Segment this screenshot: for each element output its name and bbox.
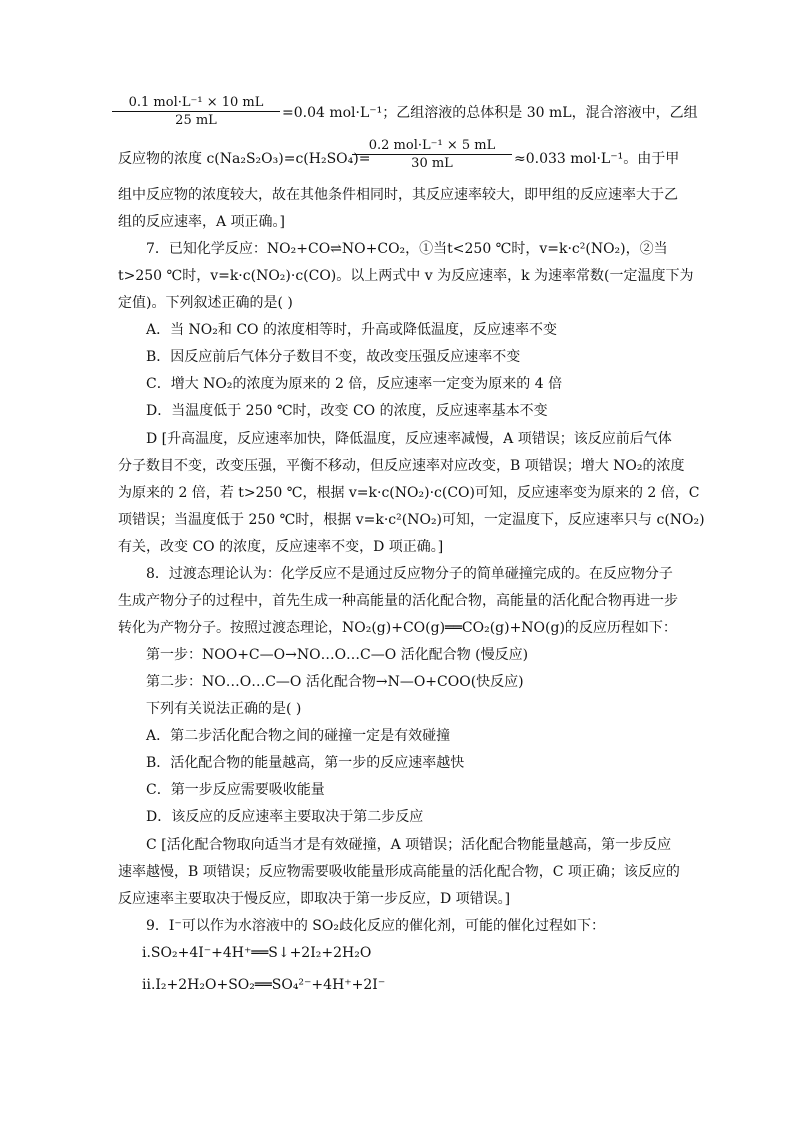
option-d: D．该反应的反应速率主要取决于第二步反应 [146, 809, 424, 825]
text-line: 组的反应速率，A 项正确。] [118, 214, 286, 230]
text-line: t>250 ℃时，v=k·c(NO₂)·c(CO)。以上两式中 v 为反应速率，k 为速率常数(一定温度下为 [118, 268, 694, 284]
fraction-yi-concentration [352, 138, 512, 171]
reaction-step-2: 第二步：NO…O…C—O 活化配合物→N—O+COO(快反应) [146, 674, 524, 690]
option-d: D．当温度低于 250 ℃时，改变 CO 的浓度，反应速率基本不变 [146, 403, 548, 419]
reaction-step-1: 第一步：NOO+C—O→NO…O…C—O 活化配合物 (慢反应) [146, 647, 529, 663]
option-c: C．第一步反应需要吸收能量 [146, 782, 325, 798]
fraction-denominator: 30 mL [411, 156, 453, 171]
option-b: B．因反应前后气体分子数目不变，故改变压强反应速率不变 [146, 349, 521, 365]
text-line: 生成产物分子的过程中，首先生成一种高能量的活化配合物，高能量的活化配合物再进一步 [118, 593, 678, 609]
fraction-jia-concentration [112, 95, 280, 128]
reaction-ii: ⅱ.I₂+2H₂O+SO₂══SO₄²⁻+4H⁺+2I⁻ [142, 977, 386, 993]
question-8-stem: 8．过渡态理论认为：化学反应不是通过反应物分子的简单碰撞完成的。在反应物分子 [146, 566, 673, 582]
text-line: 反应速率主要取决于慢反应，即取决于第一步反应，D 项错误。] [118, 891, 511, 907]
text-line: =0.04 mol·L⁻¹；乙组溶液的总体积是 30 mL，混合溶液中，乙组 [282, 105, 698, 121]
question-9-stem: 9．I⁻可以作为水溶液中的 SO₂歧化反应的催化剂，可能的催化过程如下： [146, 918, 605, 934]
fraction-numerator: 0.2 mol·L⁻¹ × 5 mL [352, 138, 512, 155]
text-line: 为原来的 2 倍，若 t>250 ℃，根据 v=k·c(NO₂)·c(CO)可知，反应速率变为原来的 2 倍，C [118, 485, 700, 501]
text-line: 速率越慢，B 项错误；反应物需要吸收能量形成高能量的活化配合物，C 项正确；该反应的 [118, 864, 680, 880]
option-c: C．增大 NO₂的浓度为原来的 2 倍，反应速率一定变为原来的 4 倍 [146, 376, 563, 392]
text-line: 反应物的浓度 c(Na₂S₂O₃)=c(H₂SO₄)= [118, 151, 371, 167]
answer-explanation: D [升高温度，反应速率加快，降低温度，反应速率减慢，A 项错误；该反应前后气体 [146, 431, 672, 447]
text-line: 下列有关说法正确的是( ) [146, 701, 302, 717]
text-line: 有关，改变 CO 的浓度，反应速率不变，D 项正确。] [118, 539, 444, 555]
reaction-i: ⅰ.SO₂+4I⁻+4H⁺══S↓+2I₂+2H₂O [142, 945, 372, 961]
text-line: 定值)。下列叙述正确的是( ) [118, 295, 293, 311]
text-line: 组中反应物的浓度较大，故在其他条件相同时，其反应速率较大，即甲组的反应速率大于乙 [118, 187, 678, 203]
text-line: ≈0.033 mol·L⁻¹。由于甲 [514, 151, 680, 167]
text-line: 转化为产物分子。按照过渡态理论，NO₂(g)+CO(g)══CO₂(g)+NO(g)的反应历程如下： [118, 620, 677, 636]
option-a: A．当 NO₂和 CO 的浓度相等时，升高或降低温度，反应速率不变 [146, 322, 557, 338]
answer-explanation: C [活化配合物取向适当才是有效碰撞，A 项错误；活化配合物能量越高，第一步反应 [146, 837, 672, 853]
option-a: A．第二步活化配合物之间的碰撞一定是有效碰撞 [146, 728, 451, 744]
text-line: 项错误；当温度低于 250 ℃时，根据 v=k·c²(NO₂)可知，一定温度下，反应速率只与 c(NO₂) [118, 512, 705, 528]
fraction-numerator: 0.1 mol·L⁻¹ × 10 mL [112, 95, 280, 112]
question-7-stem: 7．已知化学反应：NO₂+CO⇌NO+CO₂，①当t<250 ℃时，v=k·c²(NO₂)，②当 [146, 241, 668, 257]
fraction-denominator: 25 mL [175, 113, 217, 128]
text-line: 分子数目不变，改变压强，平衡不移动，但反应速率对应改变，B 项错误；增大 NO₂的浓度 [118, 458, 685, 474]
option-b: B．活化配合物的能量越高，第一步的反应速率越快 [146, 755, 465, 771]
